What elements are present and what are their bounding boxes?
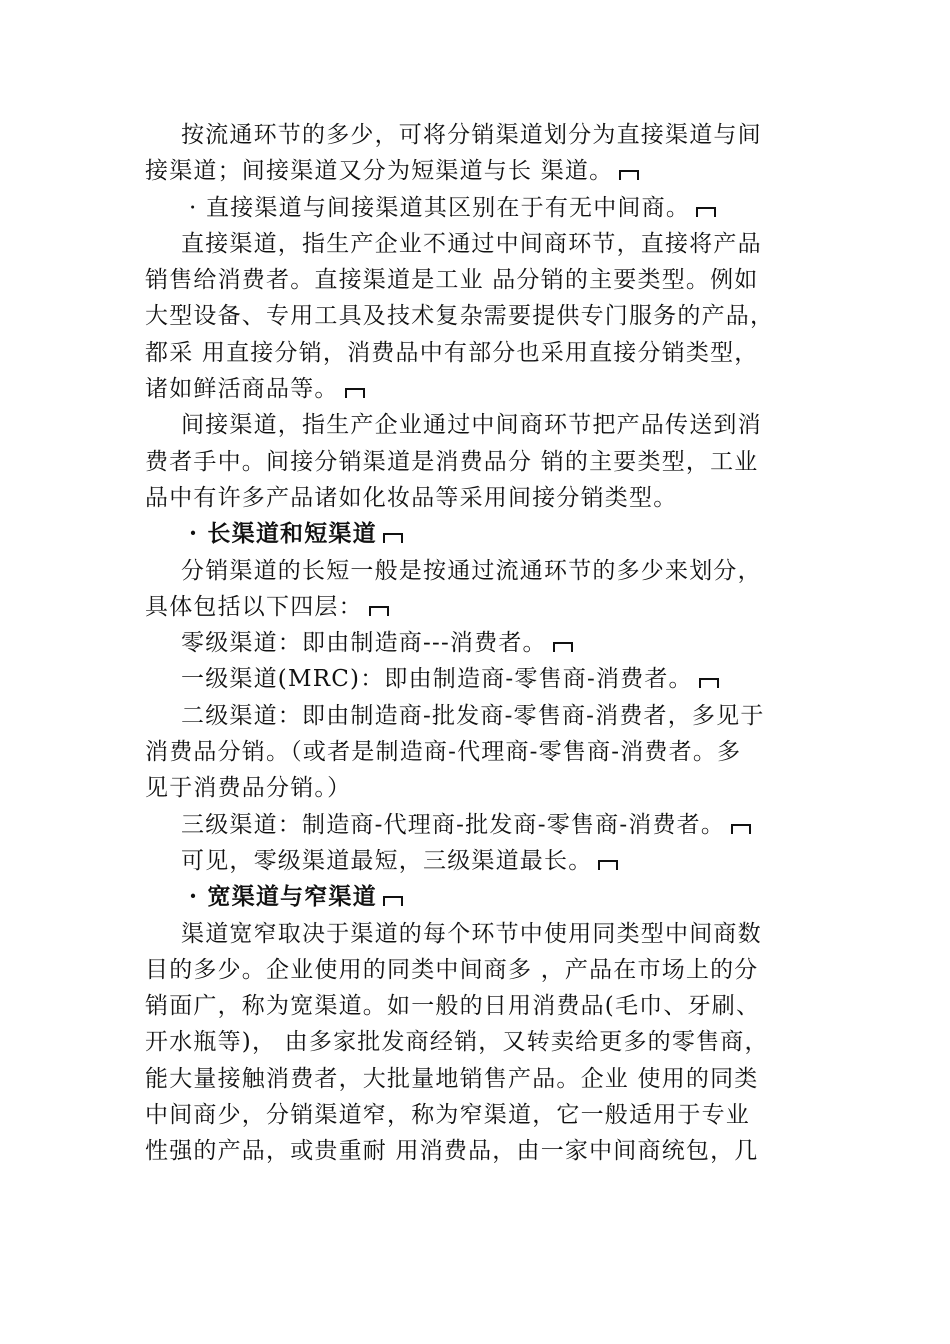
paragraph-mark-icon: [696, 207, 716, 217]
paragraph-line: 诸如鲜活商品等。: [145, 371, 805, 407]
section-heading: · 宽渠道与窄渠道: [145, 879, 805, 915]
paragraph-mark-icon: [598, 860, 618, 870]
paragraph-line: 二级渠道：即由制造商-批发商-零售商-消费者，多见于: [181, 702, 765, 729]
paragraph-line: 直接渠道，指生产企业不通过中间商环节，直接将产品: [181, 230, 762, 257]
paragraph-line: 开水瓶等)， 由多家批发商经销，又转卖给更多的零售商，: [145, 1029, 769, 1056]
paragraph-mark-icon: [553, 642, 573, 652]
paragraph-line: 零级渠道：即由制造商---消费者。: [145, 625, 805, 661]
paragraph-line: 按流通环节的多少，可将分销渠道划分为直接渠道与间: [181, 122, 762, 148]
section-heading: · 长渠道和短渠道: [145, 516, 805, 552]
paragraph-mark-icon: [369, 606, 389, 616]
paragraph-line: 见于消费品分销。）: [145, 775, 352, 802]
paragraph-line: 大型设备、专用工具及技术复杂需要提供专门服务的产品，: [145, 303, 775, 330]
paragraph-mark-icon: [345, 388, 365, 398]
paragraph-line: 一级渠道(MRC)：即由制造商-零售商-消费者。: [145, 661, 805, 697]
paragraph-mark-icon: [731, 824, 751, 834]
paragraph-line: 分销渠道的长短一般是按通过流通环节的多少来划分，: [181, 557, 762, 584]
paragraph-line: 可见，零级渠道最短，三级渠道最长。: [145, 843, 805, 879]
paragraph-line: 能大量接触消费者，大批量地销售产品。企业 使用的同类: [145, 1065, 759, 1092]
paragraph-line: 渠道宽窄取决于渠道的每个环节中使用同类型中间商数: [181, 920, 762, 947]
paragraph-line: 品中有许多产品诸如化妆品等采用间接分销类型。: [145, 484, 678, 511]
paragraph-line: 性强的产品，或贵重耐 用消费品，由一家中间商统包，几: [145, 1138, 759, 1165]
paragraph-mark-icon: [699, 678, 719, 688]
paragraph-line: 销面广，称为宽渠道。如一般的日用消费品(毛巾、牙刷、: [145, 993, 761, 1020]
paragraph-line: 目的多少。企业使用的同类中间商多 ，产品在市场上的分: [145, 956, 759, 983]
paragraph-mark-icon: [383, 533, 403, 543]
document-body: [145, 117, 805, 1170]
paragraph-line: 销售给消费者。直接渠道是工业 品分销的主要类型。例如: [145, 267, 759, 294]
paragraph-line: 接渠道；间接渠道又分为短渠道与长 渠道。: [145, 153, 805, 189]
paragraph-mark-icon: [383, 896, 403, 906]
paragraph-line: 消费品分销。（或者是制造商-代理商-零售商-消费者。多: [145, 739, 742, 766]
section-heading: · 直接渠道与间接渠道其区别在于有无中间商。: [145, 190, 805, 226]
paragraph-line: 间接渠道，指生产企业通过中间商环节把产品传送到消: [181, 412, 762, 439]
paragraph-line: 中间商少，分销渠道窄，称为窄渠道，它一般适用于专业: [145, 1102, 750, 1129]
paragraph-mark-icon: [619, 170, 639, 180]
paragraph-line: 三级渠道：制造商-代理商-批发商-零售商-消费者。: [145, 807, 805, 843]
paragraph-line: 费者手中。间接分销渠道是消费品分 销的主要类型，工业: [145, 448, 759, 475]
paragraph-line: 都采 用直接分销，消费品中有部分也采用直接分销类型，: [145, 339, 759, 366]
paragraph-line: 具体包括以下四层：: [145, 589, 805, 625]
